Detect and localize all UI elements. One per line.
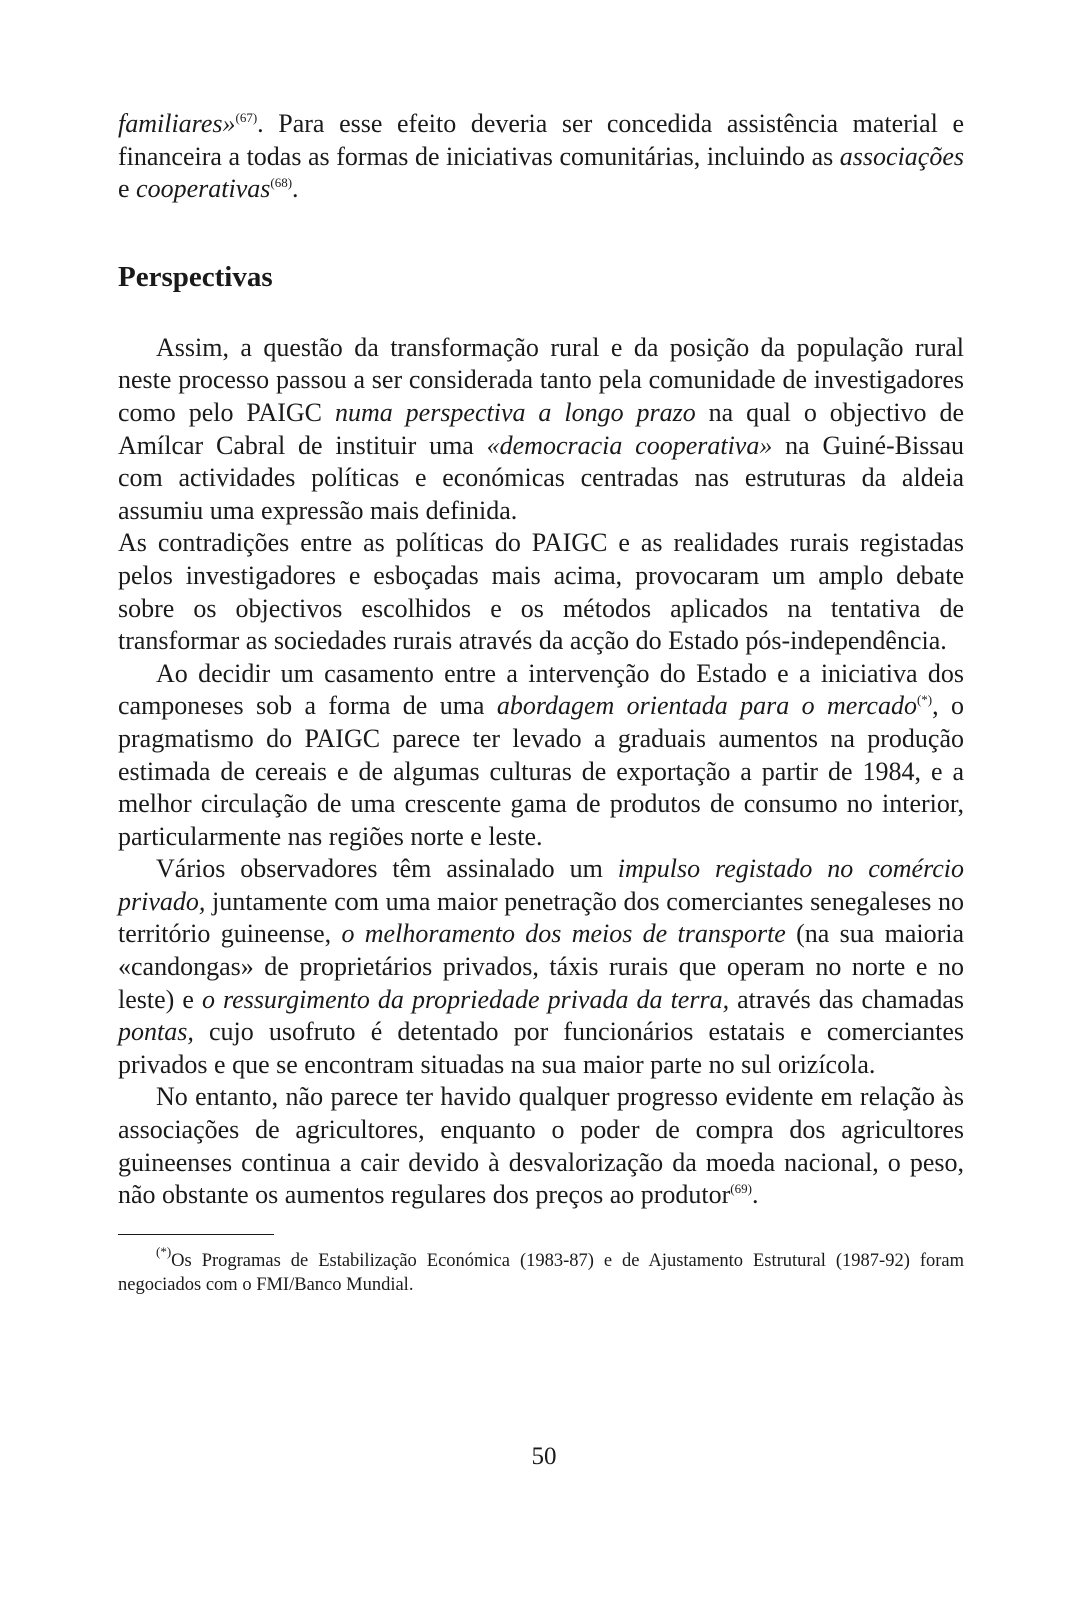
paragraph-text: . <box>292 174 299 204</box>
paragraph-text: , o pragmatismo do PAIGC parece ter levado a graduais aumentos na produção estimada de cereais e de algumas culturas de exportação a partir de 1984, e a melhor circulação de uma crescente gama de produtos de consumo no interior, particularmente nas regiões norte e leste. <box>118 691 964 851</box>
endnote-ref-69: (69) <box>730 1181 752 1197</box>
italic-text: «democracia cooperativa» <box>486 430 773 460</box>
paragraph-2 <box>118 658 964 854</box>
footnote <box>118 1243 964 1297</box>
paragraph-text: na qual o objectivo de Amílcar Cabral de instituir uma <box>118 397 964 460</box>
paragraph-1b: As contradições entre as políticas do PAIGC e as realidades rurais registadas pelos investigadores e esboçadas mais acima, provocaram um amplo debate sobre os objectivos escolhidos e os métodos aplicados na tentativa de transformar as sociedades rurais através da acção do Estado pós-independência. <box>118 528 964 656</box>
paragraph-text: (na sua maioria «candongas» de proprietários privados, táxis rurais que operam no norte e no leste) e <box>118 919 965 1014</box>
paragraph-text: juntamente com uma maior penetração dos comerciantes senegaleses no território guineense, <box>118 886 964 949</box>
paragraph-text: através das chamadas <box>729 984 965 1014</box>
paragraph-text: Ao decidir um casamento entre a intervenção do Estado e a iniciativa dos camponeses sob a forma de uma <box>118 658 964 721</box>
italic-text: associações <box>839 141 964 171</box>
paragraph-text: No entanto, não parece ter havido qualquer progresso evidente em relação às associações de agricultores, enquanto o poder de compra dos agricultores guineenses continua a cair devido à desvalorização da moeda nacional, o peso, não obstante os aumentos regulares dos preços ao produtor <box>118 1082 964 1210</box>
paragraph-text: Vários observadores têm assinalado um <box>156 854 618 884</box>
paragraph-text: cujo usofruto é detentado por funcionários estatais e comerciantes privados e que se encontram situadas na sua maior parte no sul orizícola. <box>118 1017 964 1079</box>
page-body <box>118 108 964 1297</box>
italic-text: abordagem orientada para o mercado <box>496 691 917 721</box>
footnote-marker: (*) <box>156 1243 172 1259</box>
section-heading: Perspectivas <box>118 260 273 293</box>
italic-text: o ressurgimento da propriedade privada da terra, <box>201 984 730 1014</box>
italic-text: cooperativas <box>136 174 271 204</box>
page-number: 50 <box>531 1443 557 1470</box>
paragraph-text: Assim, a questão da transformação rural e da posição da população rural neste processo passou a ser considerada tanto pela comunidade de investigadores como pelo PAIGC <box>118 332 964 427</box>
footnote-divider <box>118 1234 274 1235</box>
italic-text: o melhoramento dos meios de transporte <box>341 919 786 949</box>
footnote-text: Os Programas de Estabilização Económica (1983-87) e de Ajustamento Estrutural (1987-92) foram negociados com o FMI/Banco Mundial. <box>118 1250 964 1295</box>
italic-text: pontas, <box>118 1017 194 1047</box>
paragraph-3 <box>118 853 964 1081</box>
paragraph-4 <box>118 1081 964 1211</box>
endnote-ref-68: (68) <box>270 175 293 191</box>
paragraph-text: e <box>118 174 137 204</box>
paragraph-1 <box>118 332 964 528</box>
paragraph-text: . <box>751 1180 759 1210</box>
italic-text: impulso registado no comércio privado, <box>118 854 964 916</box>
opening-paragraph <box>118 108 964 206</box>
paragraph-text: . Para esse efeito deveria ser concedida assistência material e financeira a todas as formas de iniciativas comunitárias, incluindo as <box>118 109 964 171</box>
endnote-ref-67: (67) <box>235 110 258 125</box>
paragraph-text: na Guiné-Bissau com actividades políticas e económicas centradas nas estruturas da aldeia assumiu uma expressão mais definida. <box>118 430 964 525</box>
footnote-ref: (*) <box>916 692 933 708</box>
italic-text: numa perspectiva a longo prazo <box>334 397 696 427</box>
italic-text: familiares» <box>118 109 236 138</box>
